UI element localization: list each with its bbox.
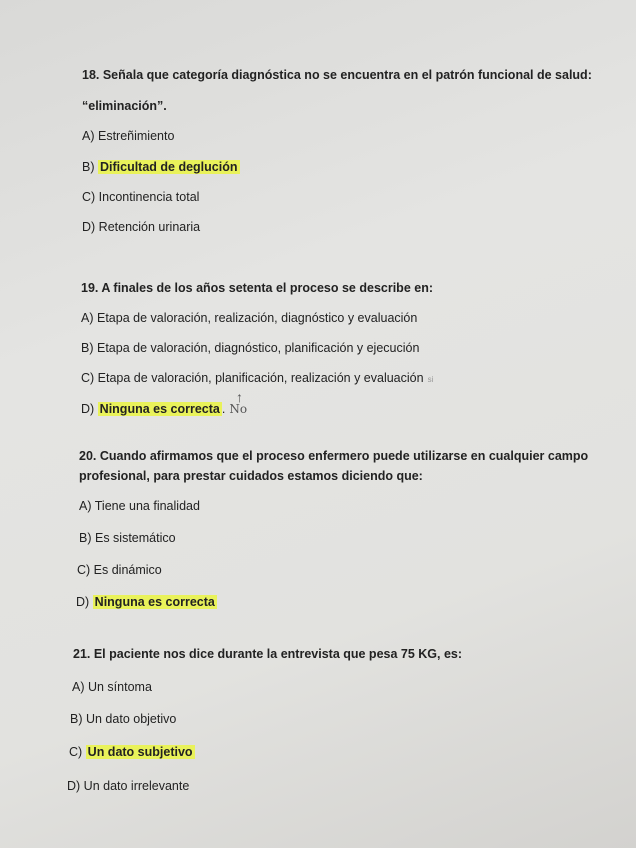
question-21-option-a: [72, 679, 152, 695]
option-prefix: C): [81, 371, 98, 385]
option-text: Retención urinaria: [98, 220, 201, 234]
question-19-option-d: [81, 401, 247, 417]
option-text: Un dato objetivo: [85, 712, 177, 726]
question-18-title-line1: 18. Señala que categoría diagnóstica no se encuentra en el patrón funcional de salud:: [82, 68, 592, 82]
option-text: Un dato irrelevante: [83, 779, 190, 793]
question-18-option-a: [82, 128, 174, 144]
question-18-title-line2: “eliminación”.: [82, 99, 167, 113]
question-19-option-a: [81, 310, 417, 326]
question-21-option-d: [67, 778, 189, 794]
option-prefix: A): [79, 499, 95, 513]
option-prefix: D): [82, 220, 99, 234]
option-text-highlighted: Ninguna es correcta: [99, 402, 220, 416]
question-18-option-b: [82, 159, 240, 175]
option-text-highlighted: Dificultad de deglución: [99, 160, 238, 174]
question-20-option-a: [79, 498, 200, 514]
option-prefix: D): [81, 402, 98, 416]
option-prefix: C): [77, 563, 94, 577]
option-prefix: B): [82, 160, 98, 174]
option-prefix: B): [81, 341, 97, 355]
option-prefix: B): [79, 531, 95, 545]
option-prefix: D): [67, 779, 84, 793]
option-text: Etapa de valoración, realización, diagnóstico y evaluación: [96, 311, 418, 325]
option-text: Etapa de valoración, diagnóstico, planificación y ejecución: [96, 341, 420, 355]
question-20-option-b: [79, 530, 176, 546]
question-19-title: 19. A finales de los años setenta el proceso se describe en:: [81, 281, 433, 295]
question-19-option-b: [81, 340, 419, 356]
option-prefix: C): [82, 190, 99, 204]
handwritten-note: si: [427, 375, 434, 384]
option-prefix: C): [69, 745, 86, 759]
question-21-option-c: [69, 744, 195, 760]
option-text: Un síntoma: [87, 680, 152, 694]
question-20-option-d: [76, 594, 217, 610]
option-text-highlighted: Ninguna es correcta: [94, 595, 215, 609]
handwritten-note: No: [229, 402, 248, 416]
question-21-title: 21. El paciente nos dice durante la entrevista que pesa 75 KG, es:: [73, 647, 463, 661]
question-18-option-d: [82, 219, 200, 235]
option-text: Es dinámico: [93, 563, 162, 577]
option-prefix: D): [76, 595, 93, 609]
question-19-option-c: [81, 370, 433, 388]
question-20-option-c: [77, 562, 162, 578]
option-text: Tiene una finalidad: [94, 499, 200, 513]
question-20-title-line2: profesional, para prestar cuidados estamos diciendo que:: [79, 469, 423, 483]
option-text: Incontinencia total: [98, 190, 200, 204]
option-prefix: B): [70, 712, 86, 726]
option-text-highlighted: Un dato subjetivo: [87, 745, 193, 759]
option-text: Estreñimiento: [97, 129, 175, 143]
option-prefix: A): [72, 680, 88, 694]
question-21-option-b: [70, 711, 176, 727]
question-20-title-line1: 20. Cuando afirmamos que el proceso enfermero puede utilizarse en cualquier campo: [79, 449, 589, 463]
option-text: Etapa de valoración, planificación, realización y evaluación: [97, 371, 424, 385]
handwritten-arrow-icon: ↑: [236, 389, 243, 405]
option-suffix: .: [221, 402, 226, 416]
option-prefix: A): [82, 129, 98, 143]
option-prefix: A): [81, 311, 97, 325]
question-18-option-c: [82, 189, 199, 205]
option-text: Es sistemático: [94, 531, 176, 545]
